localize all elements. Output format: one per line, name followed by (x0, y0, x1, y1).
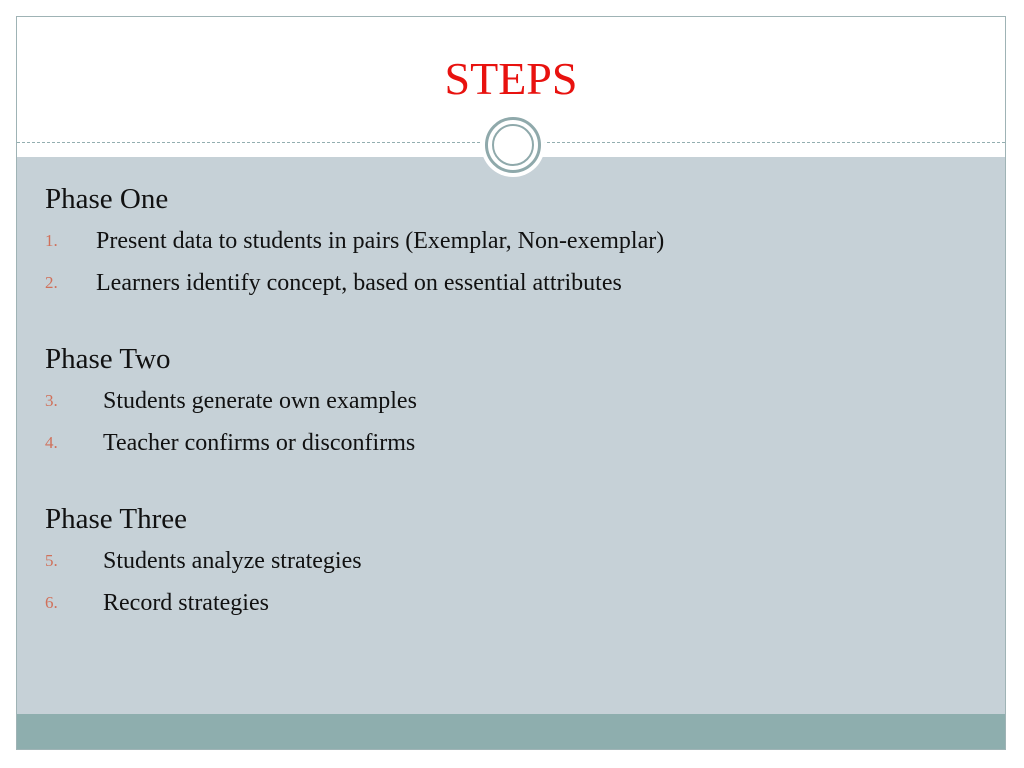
footer-bar (17, 714, 1005, 749)
phase-heading: Phase Two (45, 343, 171, 375)
phase-one-section (45, 181, 985, 304)
slide (16, 16, 1006, 750)
list-number: 4. (45, 433, 58, 452)
phase-two-section (45, 341, 985, 464)
list-item (45, 540, 985, 582)
slide-body (45, 181, 985, 661)
circle-ornament-inner-icon (492, 124, 534, 166)
list-item (45, 220, 985, 262)
list-item (45, 422, 985, 464)
phase-three-section (45, 501, 985, 624)
phase-heading: Phase Three (45, 503, 187, 535)
list-item (45, 262, 985, 304)
list-text: Present data to students in pairs (Exemplar, Non-exemplar) (96, 228, 665, 254)
list-number: 5. (45, 551, 58, 570)
list-number: 1. (45, 231, 58, 250)
list-item (45, 380, 985, 422)
list-item (45, 582, 985, 624)
list-text: Teacher confirms or disconfirms (103, 430, 416, 456)
slide-title: STEPS (444, 53, 578, 104)
list-number: 2. (45, 273, 58, 292)
list-text: Learners identify concept, based on essential attributes (96, 270, 622, 296)
phase-heading: Phase One (45, 183, 169, 215)
list-number: 6. (45, 593, 58, 612)
list-text: Students analyze strategies (103, 548, 362, 574)
list-text: Students generate own examples (103, 388, 417, 414)
list-text: Record strategies (103, 590, 269, 616)
list-number: 3. (45, 391, 58, 410)
